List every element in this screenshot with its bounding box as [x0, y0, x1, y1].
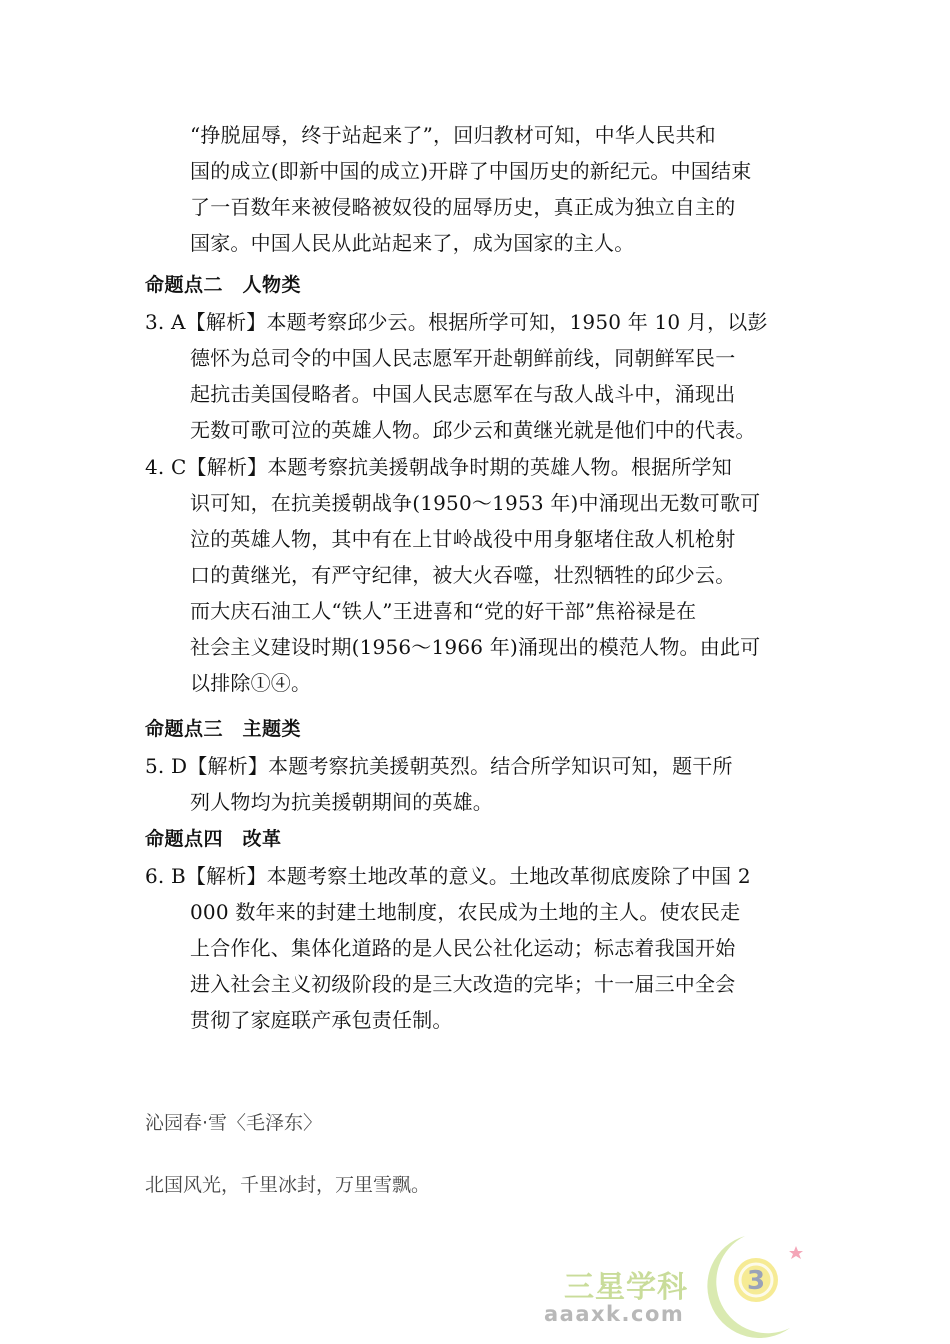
text-line: 口的黄继光，有严守纪律，被大火吞噬，壮烈牺牲的邱少云。 — [190, 563, 736, 587]
section-heading-reform: 命题点四 改革 — [145, 828, 282, 850]
watermark-brand: 三星学科 — [564, 1270, 688, 1305]
section-heading-characters: 命题点二 人物类 — [145, 274, 302, 296]
text-line: 国的成立(即新中国的成立)开辟了中国历史的新纪元。中国结束 — [190, 159, 752, 183]
text-line: 贯彻了家庭联产承包责任制。 — [190, 1008, 453, 1032]
badge-number: 3 — [746, 1266, 766, 1296]
text-line: 起抗击美国侵略者。中国人民志愿军在与敌人战斗中，涌现出 — [190, 382, 736, 406]
text-line: 000 数年来的封建土地制度，农民成为土地的主人。使农民走 — [190, 900, 741, 924]
text-line: 泣的英雄人物，其中有在上甘岭战役中用身躯堵住敌人机枪射 — [190, 527, 736, 551]
answer-item-3 — [145, 304, 810, 448]
text-line: 4. C【解析】本题考察抗美援朝战争时期的英雄人物。根据所学知 — [145, 455, 732, 479]
text-line: 3. A【解析】本题考察邱少云。根据所学可知，1950 年 10 月，以彭 — [145, 310, 768, 334]
text-line: 国家。中国人民从此站起来了，成为国家的主人。 — [190, 231, 635, 255]
crescent-badge-icon — [690, 1232, 810, 1342]
watermark-url: aaaxk.com — [544, 1302, 685, 1326]
answer-item-5 — [145, 748, 810, 820]
text-line: 进入社会主义初级阶段的是三大改造的完毕；十一届三中全会 — [190, 972, 736, 996]
answer-item-4 — [145, 449, 810, 701]
text-line: 6. B【解析】本题考察土地改革的意义。土地改革彻底废除了中国 2 — [145, 864, 751, 888]
intro-paragraph — [145, 117, 810, 261]
poem-line: 北国风光，千里冰封，万里雪飘。 — [145, 1174, 431, 1196]
text-line: “挣脱屈辱，终于站起来了”，回归教材可知，中华人民共和 — [190, 123, 716, 147]
text-line: 列人物均为抗美援朝期间的英雄。 — [190, 790, 493, 814]
text-line: 以排除①④。 — [190, 671, 312, 695]
text-line: 识可知，在抗美援朝战争(1950～1953 年)中涌现出无数可歌可 — [190, 491, 761, 515]
text-line: 社会主义建设时期(1956～1966 年)涌现出的模范人物。由此可 — [190, 635, 761, 659]
poem-title: 沁园春·雪〈毛泽东〉 — [145, 1112, 323, 1134]
text-line: 德怀为总司令的中国人民志愿军开赴朝鲜前线，同朝鲜军民一 — [190, 346, 736, 370]
answer-item-6 — [145, 858, 810, 1038]
text-line: 而大庆石油工人“铁人”王进喜和“党的好干部”焦裕禄是在 — [190, 599, 697, 623]
text-line: 上合作化、集体化道路的是人民公社化运动；标志着我国开始 — [190, 936, 736, 960]
watermark-logo — [520, 1232, 820, 1342]
text-line: 5. D【解析】本题考察抗美援朝英烈。结合所学知识可知，题干所 — [145, 754, 733, 778]
text-line: 了一百数年来被侵略被奴役的屈辱历史，真正成为独立自主的 — [190, 195, 736, 219]
text-line: 无数可歌可泣的英雄人物。邱少云和黄继光就是他们中的代表。 — [190, 418, 756, 442]
section-heading-themes: 命题点三 主题类 — [145, 718, 302, 740]
